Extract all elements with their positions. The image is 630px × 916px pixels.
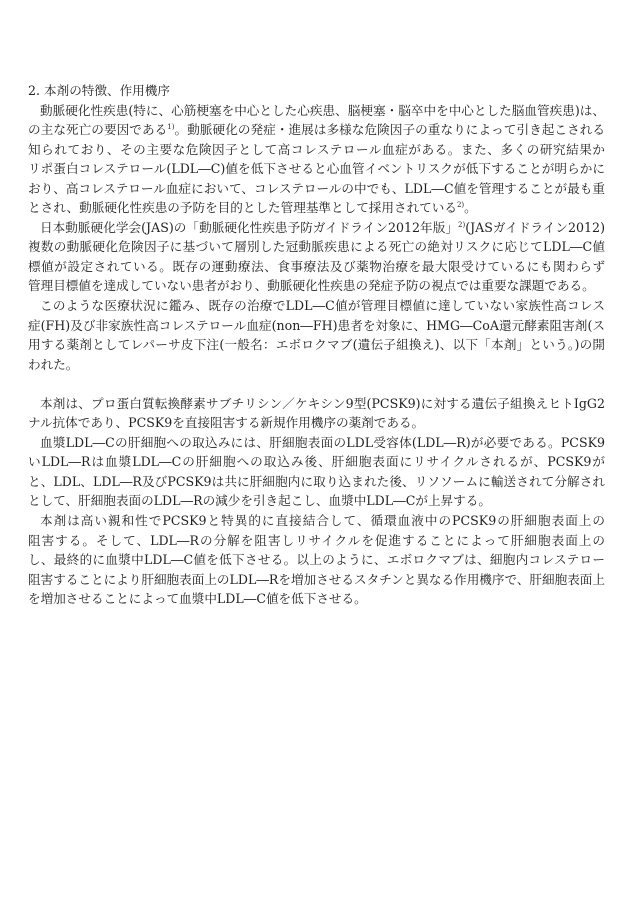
text-line	[28, 101, 605, 121]
line-text: このような医療状況に鑑み、既存の治療でLDL―C値が管理目標値に達していない家族性高コレス	[40, 298, 605, 314]
line-text: 用する薬剤としてレパーサ皮下注(一般名：エボロクマブ(遺伝子組換え)、以下「本剤」という。)の開	[28, 337, 605, 353]
line-text-continued: 。	[464, 200, 477, 216]
text-line	[28, 237, 605, 257]
line-text: おり、高コレステロール血症において、コレステロールの中でも、LDL―C値を管理することが最も重	[28, 180, 605, 196]
text-line	[28, 296, 605, 316]
citation-superscript: 2)	[456, 201, 465, 210]
text-line	[28, 511, 605, 531]
line-text: の主な死亡の要因である	[28, 122, 168, 138]
text-line	[28, 335, 605, 355]
text-line	[28, 179, 605, 199]
line-text: われた。	[28, 356, 79, 372]
line-text: とされ、動脈硬化性疾患の予防を目的とした管理基準として採用されている	[28, 200, 457, 216]
line-text: 動脈硬化性疾患(特に、心筋梗塞を中心とした心疾患、脳梗塞・脳卒中を中心とした脳血管疾患)は、	[40, 102, 605, 118]
line-text: ナル抗体であり、PCSK9を直接阻害する新規作用機序の薬剤である。	[28, 415, 425, 431]
text-line	[28, 472, 605, 492]
text-line	[28, 394, 605, 414]
text-line	[28, 570, 605, 590]
text-line	[28, 491, 605, 511]
text-line	[28, 531, 605, 551]
line-text: いLDL―Rは血漿LDL―Cの肝細胞への取込み後、肝細胞表面にリサイクルされるが、PCSK9が	[28, 454, 605, 470]
line-text-continued: 。動脈硬化の発症・進展は多様な危険因子の重なりによって引き起こされる	[174, 122, 605, 138]
line-text: と、LDL、LDL―R及びPCSK9は共に肝細胞内に取り込まれた後、リソソームに輸送されて分解され	[28, 473, 605, 489]
text-line	[28, 550, 605, 570]
blank-line	[28, 374, 605, 394]
line-text: 複数の動脈硬化危険因子に基づいて層別した冠動脈疾患による死亡の絶対リスクに応じてLDL―C値	[28, 239, 605, 255]
line-text: 阻害する。そして、LDL―Rの分解を阻害しリサイクルを促進することによって肝細胞表面上の	[28, 532, 605, 548]
text-line	[28, 140, 605, 160]
section-text	[28, 101, 605, 609]
line-text: 症(FH)及び非家族性高コレステロール血症(non―FH)患者を対象に、HMG―CoA還元酵素阻害剤(ス	[28, 317, 605, 333]
text-line	[28, 433, 605, 453]
document-body	[28, 81, 605, 609]
line-text: リポ蛋白コレステロール(LDL―C)値を低下させると心血管イベントリスクが低下することが明らかに	[28, 161, 605, 177]
line-text: 日本動脈硬化学会(JAS)の「動脈硬化性疾患予防ガイドライン2012年版」	[40, 219, 458, 235]
line-text: 管理目標値を達成していない患者がおり、動脈硬化性疾患の発症予防の視点では重要な課題である。	[28, 278, 595, 294]
line-text: を増加させることによって血漿中LDL―C値を低下させる。	[28, 591, 367, 607]
text-line	[28, 276, 605, 296]
section-heading: 2. 本剤の特徴、作用機序	[28, 83, 170, 98]
text-line	[28, 218, 605, 238]
text-line	[28, 159, 605, 179]
text-line	[28, 316, 605, 336]
line-text: 知られており、その主要な危険因子として高コレステロール血症がある。また、多くの研究結果か	[28, 141, 605, 157]
line-text: し、最終的に血漿中LDL―C値を低下させる。以上のように、エボロクマブは、細胞内コレステロー	[28, 552, 605, 568]
text-line	[28, 452, 605, 472]
text-line	[28, 355, 605, 375]
citation-superscript: 2)	[458, 220, 466, 229]
line-text: 本剤は高い親和性でPCSK9と特異的に直接結合して、循環血液中のPCSK9の肝細胞表面上の	[40, 513, 605, 529]
line-text: 阻害することにより肝細胞表面上のLDL―Rを増加させるスタチンと異なる作用機序で、肝細胞表面上	[28, 571, 605, 587]
text-line	[28, 120, 605, 140]
line-text: 血漿LDL―Cの肝細胞への取込みには、肝細胞表面のLDL受容体(LDL―R)が必要である。PCSK9	[40, 434, 605, 450]
text-line	[28, 589, 605, 609]
line-text-continued: (JASガイドライン2012)	[465, 219, 605, 235]
text-line	[28, 198, 605, 218]
line-text: 標値が設定されている。既存の運動療法、食事療法及び薬物治療を最大限受けているにも関わらず	[28, 258, 605, 274]
text-line	[28, 413, 605, 433]
line-text: として、肝細胞表面のLDL―Rの減少を引き起こし、血漿中LDL―Cが上昇する。	[28, 493, 491, 509]
citation-superscript: 1)	[167, 123, 175, 132]
text-line	[28, 257, 605, 277]
line-text: 本剤は、プロ蛋白質転換酵素サブチリシン／ケキシン9型(PCSK9)に対する遺伝子組換えヒトIgG2	[40, 395, 605, 411]
